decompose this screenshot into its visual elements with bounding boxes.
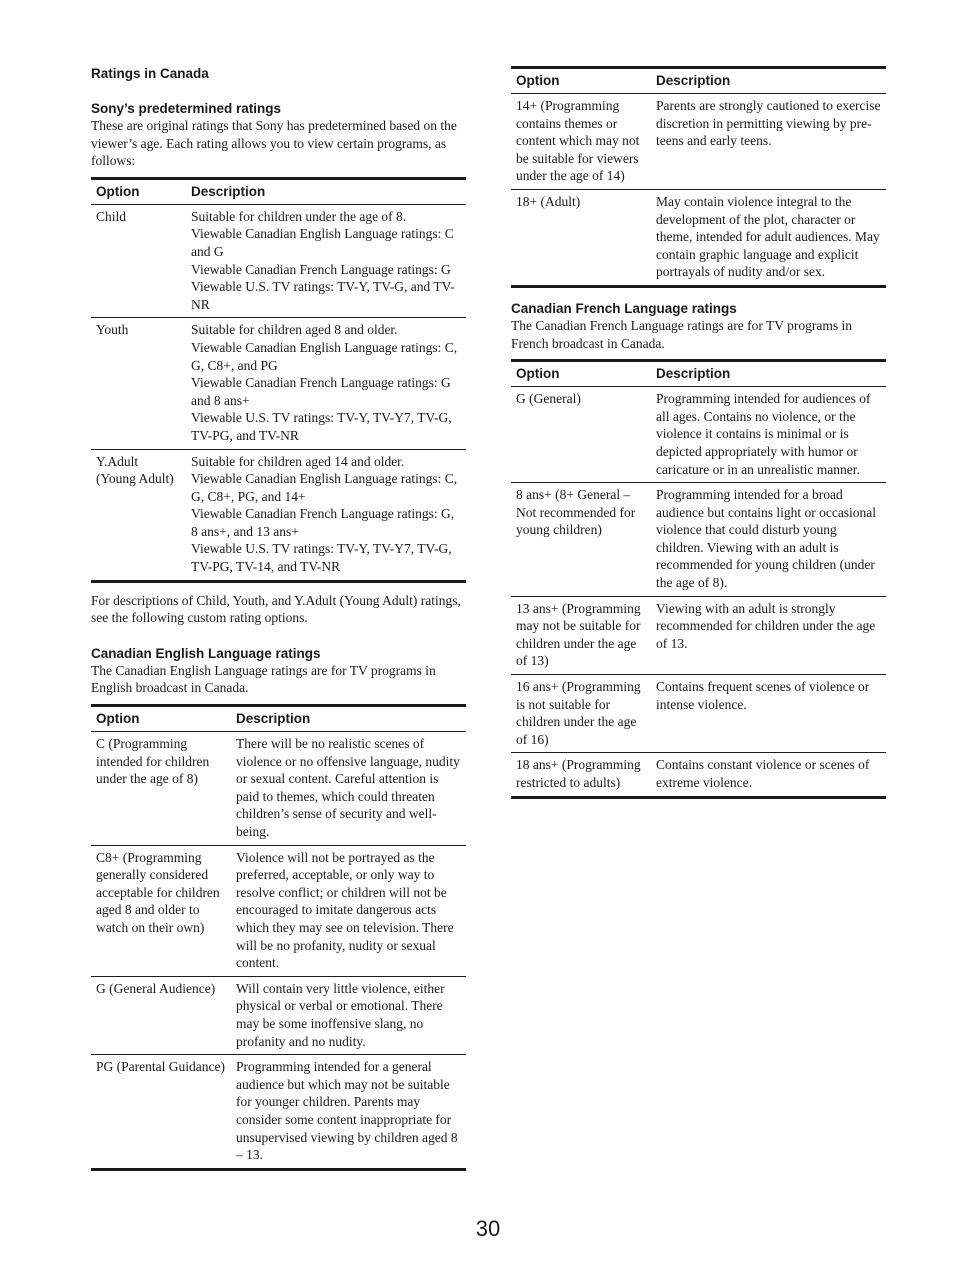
section-title-ratings-in-canada: Ratings in Canada: [91, 66, 209, 81]
option-cell: PG (Parental Guidance): [91, 1055, 231, 1170]
table-row: [511, 753, 886, 797]
description-cell: Will contain very little violence, either physical or verbal or emotional. There may be some inoffensive slang, no profanity and no nudity.: [231, 976, 466, 1054]
description-line: Viewable Canadian French Language ratings: G: [191, 261, 451, 277]
description-line: Viewable Canadian English Language ratings: C, G, C8+, and PG: [191, 339, 458, 373]
option-cell: Youth: [91, 318, 186, 449]
table-header-row: [91, 178, 466, 204]
column-header-description: Description: [186, 178, 466, 204]
custom-rating-note: For descriptions of Child, Youth, and Y.Adult (Young Adult) ratings, see the following custom rating options.: [91, 592, 461, 626]
sony-ratings-table: [91, 177, 466, 583]
sony-intro-paragraph: These are original ratings that Sony has predetermined based on the viewer’s age. Each rating allows you to view certain programs, as follows:: [91, 118, 457, 169]
table-header-row: [511, 68, 886, 94]
option-cell: Y.Adult (Young Adult): [91, 449, 186, 581]
column-header-option: Option: [511, 68, 651, 94]
description-cell: [186, 449, 466, 581]
description-cell: Programming intended for audiences of all ages. Contains no violence, or the violence it contains is minimal or is depicted appropriately with humor or caricature or in an unrealistic manner.: [651, 387, 886, 483]
option-cell: C (Programming intended for children under the age of 8): [91, 732, 231, 846]
description-cell: Contains constant violence or scenes of extreme violence.: [651, 753, 886, 797]
french-intro-paragraph: The Canadian French Language ratings are for TV programs in French broadcast in Canada.: [511, 317, 853, 351]
english-ratings-table-continued: [511, 66, 886, 288]
option-cell: G (General): [511, 387, 651, 483]
table-row: [511, 596, 886, 674]
description-line: Viewable Canadian French Language ratings: G, 8 ans+, and 13 ans+: [191, 506, 455, 539]
option-cell: 16 ans+ (Programming is not suitable for children under the age of 16): [511, 675, 651, 753]
description-line: Viewable Canadian English Language ratings: C and G: [191, 226, 454, 259]
left-column: [91, 0, 466, 1171]
description-cell: There will be no realistic scenes of violence or no offensive language, nudity or sexual content. Careful attention is paid to themes, which could threaten children’s sense of security and well-being.: [231, 732, 466, 846]
table-row: [511, 675, 886, 753]
table-header-row: [91, 706, 466, 732]
description-cell: Programming intended for a general audience but which may not be suitable for younger children. Parents may consider some content inappropriate for unsupervised viewing by children aged 8 – 13.: [231, 1055, 466, 1170]
table-row: [91, 1055, 466, 1170]
description-line: Viewable Canadian French Language ratings: G and 8 ans+: [191, 375, 451, 408]
page-number: 30: [475, 1216, 501, 1241]
option-cell: 18 ans+ (Programming restricted to adults): [511, 753, 651, 797]
table-row: [91, 449, 466, 581]
description-line: Suitable for children under the age of 8.: [191, 208, 407, 224]
description-line: Suitable for children aged 8 and older.: [191, 322, 398, 338]
heading-sony-predetermined-ratings: Sony’s predetermined ratings: [91, 101, 282, 116]
description-cell: [186, 318, 466, 449]
description-line: Viewable U.S. TV ratings: TV-Y, TV-Y7, TV-G, TV-PG, TV-14, and TV-NR: [191, 541, 452, 575]
column-header-option: Option: [511, 361, 651, 387]
table-row: [91, 204, 466, 318]
description-line: Viewable U.S. TV ratings: TV-Y, TV-G, and TV-NR: [191, 279, 455, 312]
right-column: [511, 0, 886, 799]
option-cell: 13 ans+ (Programming may not be suitable for children under the age of 13): [511, 596, 651, 674]
table-row: [91, 976, 466, 1054]
description-cell: Programming intended for a broad audience but contains light or occasional violence that could disturb young children. Viewing with an adult is recommended for young children (under the age of 8).: [651, 483, 886, 597]
option-cell: 8 ans+ (8+ General – Not recommended for young children): [511, 483, 651, 597]
description-cell: Parents are strongly cautioned to exercise discretion in permitting viewing by pre-teens and early teens.: [651, 94, 886, 190]
table-row: [91, 318, 466, 449]
column-header-option: Option: [91, 178, 186, 204]
description-cell: Viewing with an adult is strongly recommended for children under the age of 13.: [651, 596, 886, 674]
option-cell: 14+ (Programming contains themes or content which may not be suitable for viewers under the age of 14): [511, 94, 651, 190]
table-row: [511, 387, 886, 483]
option-cell: C8+ (Programming generally considered acceptable for children aged 8 and older to watch on their own): [91, 845, 231, 976]
option-cell: 18+ (Adult): [511, 189, 651, 286]
english-ratings-table: [91, 704, 466, 1171]
column-header-description: Description: [651, 361, 886, 387]
option-cell: Child: [91, 204, 186, 318]
table-row: [511, 94, 886, 190]
column-header-description: Description: [651, 68, 886, 94]
description-cell: [186, 204, 466, 318]
table-header-row: [511, 361, 886, 387]
column-header-description: Description: [231, 706, 466, 732]
option-cell: G (General Audience): [91, 976, 231, 1054]
description-line: Viewable U.S. TV ratings: TV-Y, TV-Y7, TV-G, TV-PG, and TV-NR: [191, 410, 452, 443]
table-row: [91, 732, 466, 846]
heading-canadian-english-ratings: Canadian English Language ratings: [91, 645, 321, 661]
description-line: Viewable Canadian English Language ratings: C, G, C8+, PG, and 14+: [191, 471, 458, 504]
description-cell: Contains frequent scenes of violence or intense violence.: [651, 675, 886, 753]
table-row: [511, 483, 886, 597]
french-ratings-table: [511, 359, 886, 798]
description-cell: May contain violence integral to the development of the plot, character or theme, intended for adult audiences. May contain graphic language and explicit portrayals of nudity and/or sex.: [651, 189, 886, 286]
table-row: [511, 189, 886, 286]
table-row: [91, 845, 466, 976]
english-intro-paragraph: The Canadian English Language ratings are for TV programs in English broadcast in Canada.: [91, 662, 436, 696]
heading-canadian-french-ratings: Canadian French Language ratings: [511, 300, 737, 316]
description-cell: Violence will not be portrayed as the preferred, acceptable, or only way to resolve conflict; or children will not be encouraged to imitate dangerous acts which they may see on television. There will be no profanity, nudity or sexual content.: [231, 845, 466, 976]
column-header-option: Option: [91, 706, 231, 732]
description-line: Suitable for children aged 14 and older.: [191, 453, 405, 469]
